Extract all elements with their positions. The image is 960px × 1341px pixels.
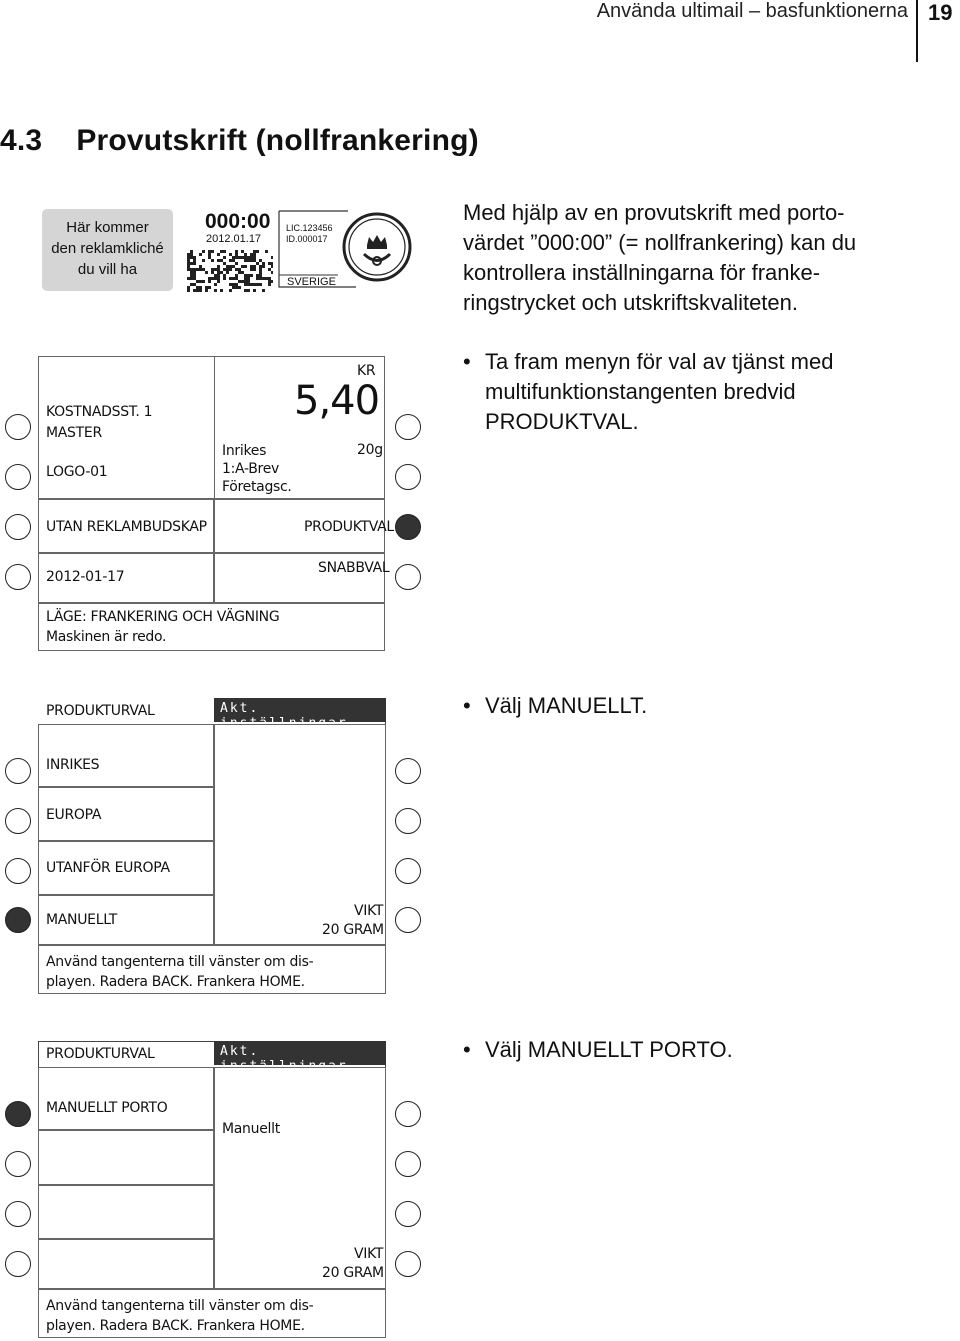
- soft-key-left-3[interactable]: [5, 858, 31, 884]
- product-select-label: PRODUKTVAL: [304, 519, 394, 535]
- soft-key-right-2[interactable]: [395, 1151, 421, 1177]
- stamp-license: [286, 223, 333, 245]
- step-1: [463, 347, 933, 437]
- soft-key-left-3[interactable]: [5, 514, 31, 540]
- soft-key-right-2[interactable]: [395, 464, 421, 490]
- soft-key-left-1[interactable]: [5, 414, 31, 440]
- option-manuellt: MANUELLT: [46, 912, 118, 928]
- soft-key-right-4[interactable]: [395, 907, 421, 933]
- header-divider: [916, 0, 918, 62]
- service-line: Företagsc.: [222, 479, 292, 495]
- soft-key-right-2[interactable]: [395, 808, 421, 834]
- weight-title: VIKT: [354, 903, 384, 919]
- postage-amount: 5,40: [294, 378, 380, 424]
- screen-title: PRODUKTURVAL: [46, 1046, 155, 1062]
- current-settings-bar: Akt.: [214, 1041, 386, 1065]
- soft-key-right-4[interactable]: [395, 1251, 421, 1277]
- intro-line: kontrollera inställningarna för franke-: [463, 260, 821, 285]
- bullet-dot: •: [463, 1037, 471, 1062]
- running-header: Använda ultimail – basfunktionerna: [596, 0, 908, 22]
- soft-key-right-1[interactable]: [395, 414, 421, 440]
- data-matrix-icon: [187, 250, 273, 292]
- master-label: MASTER: [46, 425, 102, 441]
- logo-label: LOGO-01: [46, 464, 108, 480]
- help-line: Använd tangenterna till vänster om dis-: [46, 954, 314, 970]
- service-line: Inrikes: [222, 443, 267, 459]
- service-info: [222, 442, 292, 496]
- mode-label: LÄGE: FRANKERING OCH VÄGNING: [46, 609, 280, 625]
- option-cell: [38, 1130, 214, 1185]
- bullet-dot: •: [463, 349, 471, 374]
- step-3: [463, 1035, 933, 1065]
- current-settings-bar: Akt.: [214, 698, 386, 722]
- step-line: Välj MANUELLT.: [485, 693, 648, 718]
- soft-key-right-1[interactable]: [395, 758, 421, 784]
- ad-cliche-placeholder: [42, 209, 173, 291]
- ad-line: Här kommer: [66, 219, 149, 236]
- option-cell: [38, 1239, 214, 1289]
- current-value: Manuellt: [222, 1121, 280, 1137]
- ad-option-label: UTAN REKLAMBUDSKAP: [46, 519, 207, 535]
- stamp-country: SVERIGE: [287, 276, 336, 288]
- section-heading: [0, 124, 479, 158]
- stamp-date: 2012.01.17: [206, 233, 262, 245]
- option-europa: EUROPA: [46, 807, 102, 823]
- section-number: 4.3: [0, 124, 43, 157]
- weight-label: 20g: [357, 442, 383, 458]
- soft-key-left-4-pressed[interactable]: [5, 907, 31, 933]
- section-title: Provutskrift (nollfrankering): [76, 124, 479, 157]
- service-line: 1:A-Brev: [222, 461, 279, 477]
- soft-key-right-1[interactable]: [395, 1101, 421, 1127]
- date-label: 2012-01-17: [46, 569, 125, 585]
- intro-line: Med hjälp av en provutskrift med porto-: [463, 200, 845, 225]
- soft-key-right-3[interactable]: [395, 1201, 421, 1227]
- soft-key-right-4[interactable]: [395, 564, 421, 590]
- step-2: [463, 691, 933, 721]
- option-manuellt-porto: MANUELLT PORTO: [46, 1100, 168, 1116]
- soft-key-left-2[interactable]: [5, 464, 31, 490]
- soft-key-left-3[interactable]: [5, 1201, 31, 1227]
- help-text: [46, 1296, 313, 1336]
- step-line: Välj MANUELLT PORTO.: [485, 1037, 733, 1062]
- license-number: LIC.123456: [286, 223, 333, 233]
- bullet-dot: •: [463, 693, 471, 718]
- page-number: 19: [928, 0, 953, 25]
- soft-key-left-2[interactable]: [5, 808, 31, 834]
- quick-select-label: SNABBVAL: [318, 560, 390, 576]
- step-line: Ta fram menyn för val av tjänst med: [485, 349, 834, 374]
- weight-value: 20 GRAM: [322, 1265, 384, 1281]
- option-cell: [38, 1185, 214, 1239]
- soft-key-left-4[interactable]: [5, 564, 31, 590]
- intro-line: värdet ”000:00” (= nollfrankering) kan du: [463, 230, 857, 255]
- soft-key-left-1-pressed[interactable]: [5, 1101, 31, 1127]
- stamp-id: ID.000017: [286, 234, 328, 244]
- soft-key-left-1[interactable]: [5, 758, 31, 784]
- soft-key-left-2[interactable]: [5, 1151, 31, 1177]
- intro-paragraph: [463, 198, 933, 318]
- intro-line: ringstrycket och utskriftskvaliteten.: [463, 290, 799, 315]
- option-inrikes: INRIKES: [46, 757, 100, 773]
- step-line: multifunktionstangenten bredvid: [485, 379, 796, 404]
- screen-title: PRODUKTURVAL: [46, 703, 155, 719]
- status-label: Maskinen är redo.: [46, 629, 167, 645]
- posten-logo-icon: [340, 207, 414, 287]
- option-utanfor-europa: UTANFÖR EUROPA: [46, 860, 170, 876]
- help-line: Använd tangenterna till vänster om dis-: [46, 1298, 314, 1314]
- stamp-value: 000:00: [205, 210, 271, 233]
- soft-key-left-4[interactable]: [5, 1251, 31, 1277]
- help-line: playen. Radera BACK. Frankera HOME.: [46, 1318, 305, 1334]
- option-cell: [38, 1067, 214, 1130]
- soft-key-right-3-pressed[interactable]: [395, 514, 421, 540]
- currency-label: KR: [357, 363, 376, 379]
- ad-line: du vill ha: [77, 261, 138, 278]
- soft-key-right-3[interactable]: [395, 858, 421, 884]
- help-text: [46, 952, 313, 992]
- ad-line: den reklamkliché: [51, 240, 164, 257]
- step-line: PRODUKTVAL.: [485, 409, 639, 434]
- cost-center-label: KOSTNADSST. 1: [46, 404, 153, 420]
- help-line: playen. Radera BACK. Frankera HOME.: [46, 974, 305, 990]
- weight-value: 20 GRAM: [322, 922, 384, 938]
- option-cell: [38, 724, 214, 787]
- weight-title: VIKT: [354, 1246, 384, 1262]
